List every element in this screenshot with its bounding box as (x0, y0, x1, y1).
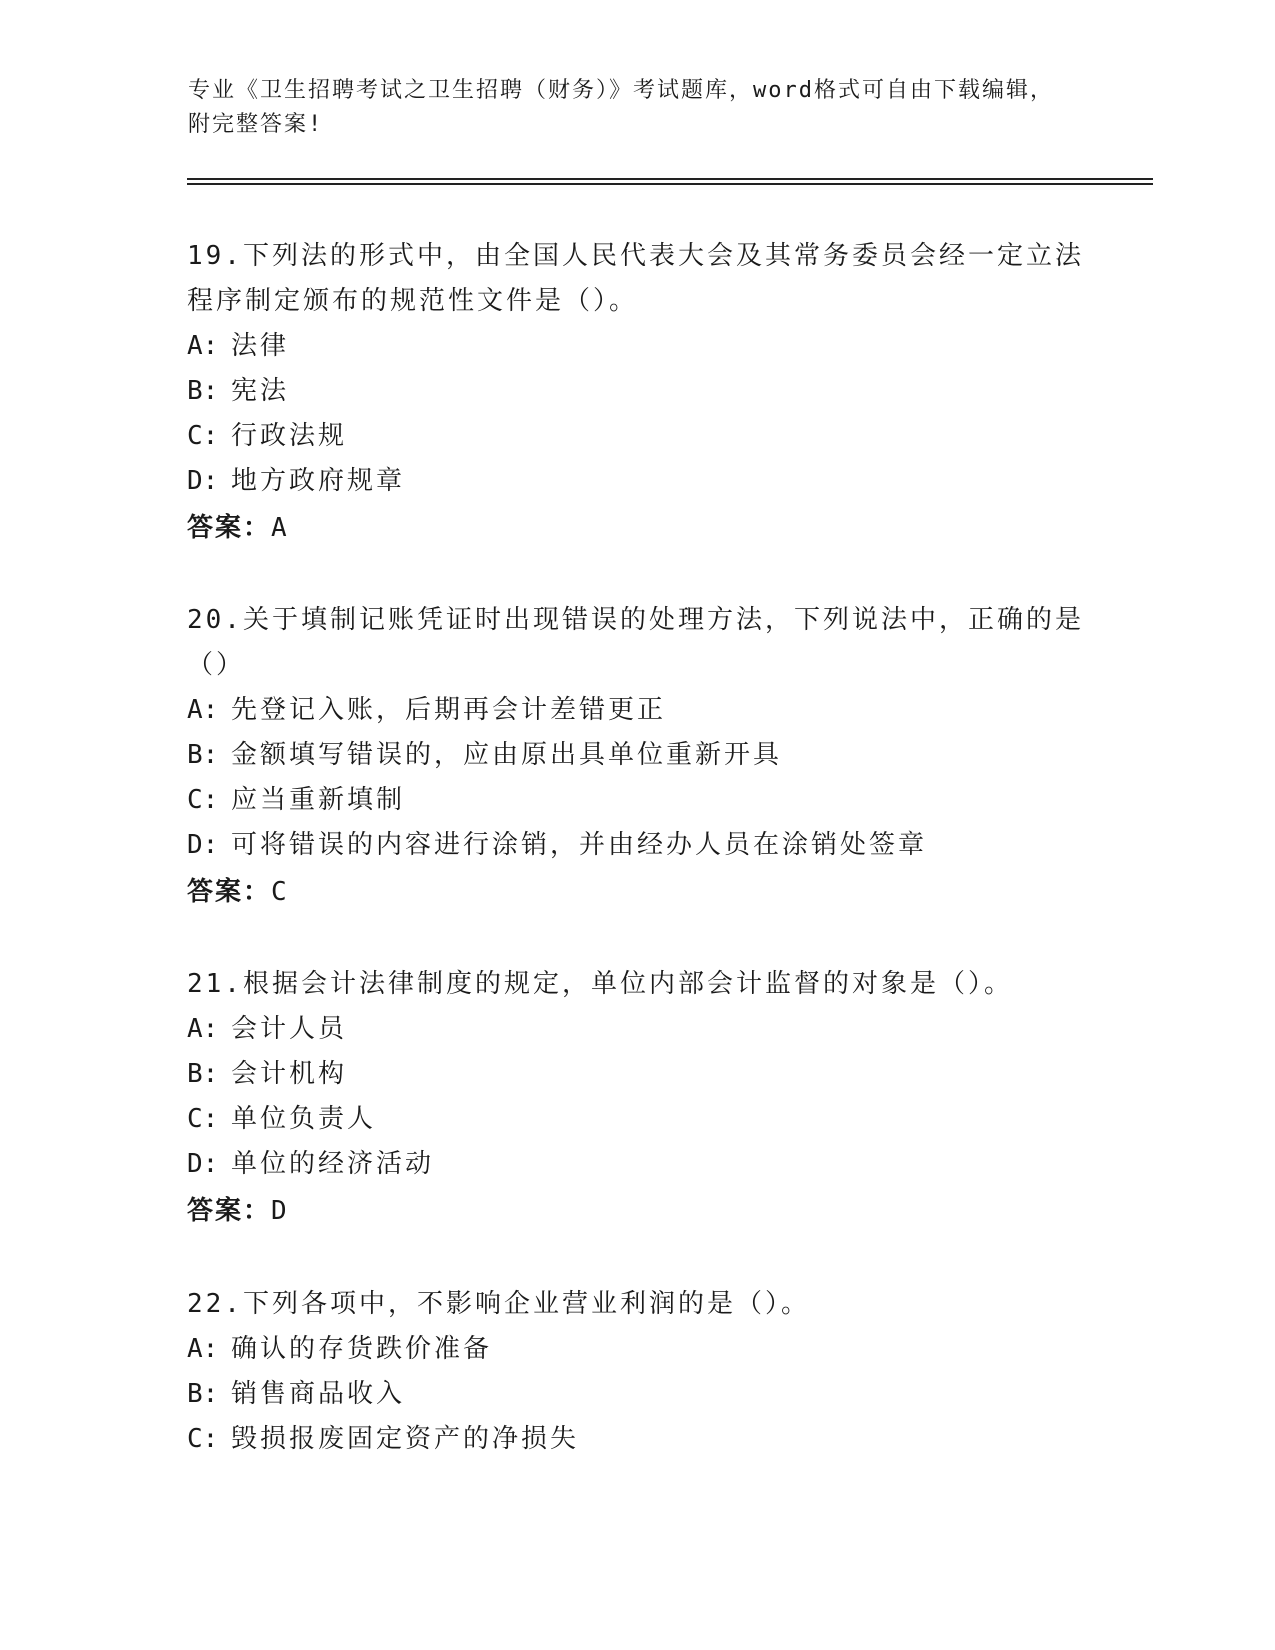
question-20 (187, 598, 1087, 915)
option-d (187, 1142, 1087, 1187)
option-text: 应当重新填制 (231, 785, 406, 815)
answer-label: 答案： (187, 1196, 272, 1226)
option-d (187, 823, 1087, 868)
option-b (187, 1372, 1087, 1417)
option-text: 宪法 (231, 376, 290, 406)
question-stem: 21.根据会计法律制度的规定，单位内部会计监督的对象是（）。 (187, 969, 1013, 999)
option-text: 会计人员 (231, 1014, 348, 1044)
option-a (187, 324, 1087, 369)
option-text: 行政法规 (231, 421, 348, 451)
option-letter: C: (187, 785, 219, 815)
option-a (187, 1007, 1087, 1052)
option-b (187, 733, 1087, 778)
option-text: 金额填写错误的，应由原出具单位重新开具 (231, 740, 783, 770)
option-text: 毁损报废固定资产的净损失 (231, 1424, 580, 1454)
option-text: 单位的经济活动 (231, 1149, 435, 1179)
option-letter: D: (187, 466, 219, 496)
option-letter: C: (187, 1104, 219, 1134)
answer-label: 答案： (187, 877, 272, 907)
option-letter: A: (187, 1334, 219, 1364)
header-divider-bottom (187, 183, 1153, 185)
option-letter: B: (187, 376, 219, 406)
option-letter: B: (187, 1059, 219, 1089)
question-stem: 19.下列法的形式中，由全国人民代表大会及其常务委员会经一定立法程序制定颁布的规范性文件是（）。 (187, 241, 1084, 316)
question-stem: 20.关于填制记账凭证时出现错误的处理方法，下列说法中，正确的是（） (187, 605, 1084, 680)
option-text: 会计机构 (231, 1059, 348, 1089)
option-text: 可将错误的内容进行涂销，并由经办人员在涂销处签章 (231, 830, 928, 860)
question-22 (187, 1282, 1087, 1462)
option-letter: D: (187, 830, 219, 860)
option-text: 确认的存货跌价准备 (231, 1334, 493, 1364)
option-b (187, 1052, 1087, 1097)
option-letter: A: (187, 1014, 219, 1044)
answer-line (187, 506, 1087, 551)
question-stem: 22.下列各项中，不影响企业营业利润的是（）。 (187, 1289, 810, 1319)
option-text: 先登记入账，后期再会计差错更正 (231, 695, 667, 725)
question-19 (187, 234, 1087, 551)
option-c (187, 778, 1087, 823)
option-text: 销售商品收入 (231, 1379, 406, 1409)
answer-line (187, 870, 1087, 915)
document-header: 专业《卫生招聘考试之卫生招聘（财务）》考试题库，word格式可自由下载编辑，附完整答案! (188, 78, 1054, 137)
option-letter: B: (187, 1379, 219, 1409)
answer-value: A (271, 513, 289, 543)
option-a (187, 1327, 1087, 1372)
option-c (187, 1417, 1087, 1462)
option-c (187, 1097, 1087, 1142)
answer-line (187, 1189, 1087, 1234)
option-text: 法律 (231, 331, 290, 361)
option-text: 地方政府规章 (231, 466, 406, 496)
option-text: 单位负责人 (231, 1104, 377, 1134)
option-letter: B: (187, 740, 219, 770)
option-letter: A: (187, 331, 219, 361)
option-letter: C: (187, 421, 219, 451)
option-letter: D: (187, 1149, 219, 1179)
option-c (187, 414, 1087, 459)
answer-value: C (271, 877, 289, 907)
option-a (187, 688, 1087, 733)
option-letter: A: (187, 695, 219, 725)
header-divider-top (187, 178, 1153, 180)
option-b (187, 369, 1087, 414)
question-21 (187, 962, 1087, 1234)
option-letter: C: (187, 1424, 219, 1454)
answer-label: 答案： (187, 513, 272, 543)
answer-value: D (271, 1196, 289, 1226)
option-d (187, 459, 1087, 504)
